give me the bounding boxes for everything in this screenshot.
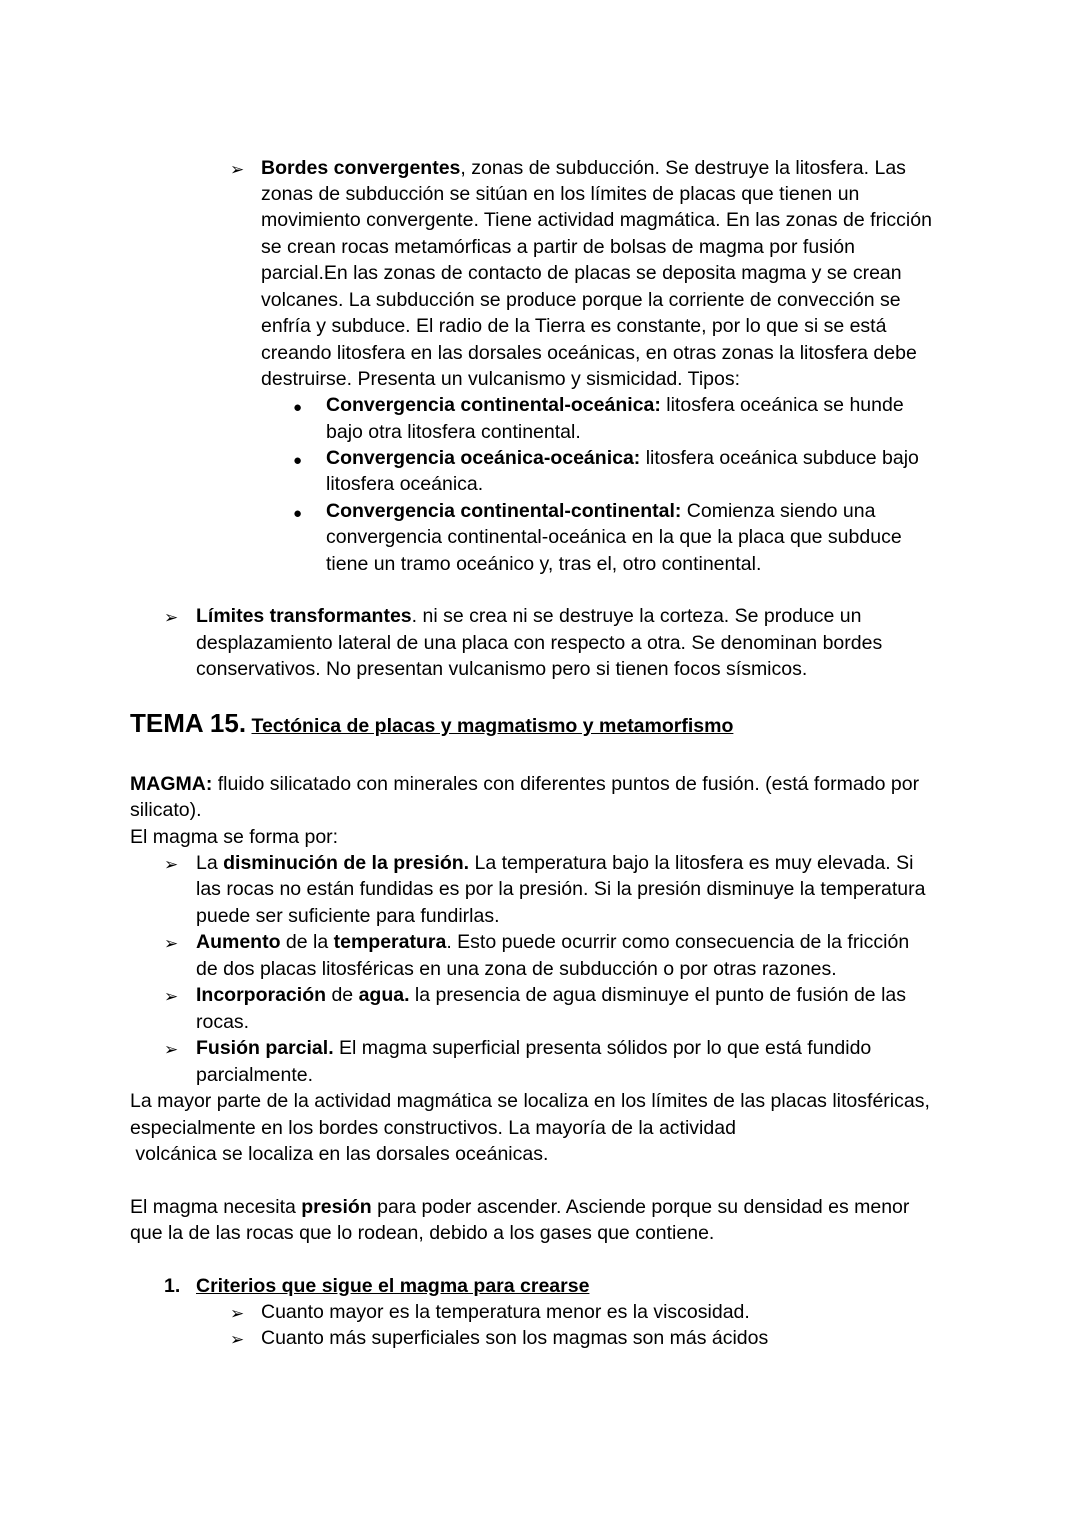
tipo-item: Convergencia oceánica-oceánica: litosfera oceánica subduce bajo — [326, 447, 919, 469]
arrow-bullet-icon: ➢ — [230, 1304, 245, 1323]
formation-item: Fusión parcial. El magma superficial presenta sólidos por lo que está fundido — [196, 1037, 872, 1059]
term-bordes-convergentes: Bordes convergentes — [261, 157, 461, 179]
tipo-item: Convergencia continental-continental: Comienza siendo una — [326, 500, 876, 522]
arrow-bullet-icon: ➢ — [230, 160, 245, 179]
section-heading — [130, 710, 733, 739]
activity-paragraph: La mayor parte de la actividad magmática se localiza en los límites de las placas litosféricas, — [130, 1090, 930, 1112]
criterios-title: Criterios que sigue el magma para crearse — [196, 1275, 590, 1297]
text-line: creando litosfera en las dorsales oceánicas, en otras zonas la litosfera debe — [261, 342, 917, 364]
text-line: destruirse. Presenta un vulcanismo y sismicidad. Tipos: — [261, 368, 741, 390]
criterio-item: Cuanto mayor es la temperatura menor es la viscosidad. — [261, 1301, 750, 1323]
arrow-bullet-icon: ➢ — [164, 1040, 179, 1059]
magma-intro: El magma se forma por: — [130, 826, 339, 848]
text-line: parcial.En las zonas de contacto de placas se deposita magma y se crean — [261, 262, 902, 284]
magma-definition: MAGMA: fluido silicatado con minerales con diferentes puntos de fusión. (está formado por — [130, 773, 920, 795]
formation-item: La disminución de la presión. La temperatura bajo la litosfera es muy elevada. Si — [196, 852, 914, 874]
text-line: volcanes. La subducción se produce porque la corriente de convección se — [261, 289, 901, 311]
arrow-bullet-icon: ➢ — [164, 608, 179, 627]
text-line: movimiento convergente. Tiene actividad magmática. En las zonas de fricción — [261, 209, 932, 231]
bullet-icon: ● — [293, 399, 303, 416]
list-number: 1. — [164, 1275, 181, 1297]
formation-item: Incorporación de agua. la presencia de agua disminuye el punto de fusión de las — [196, 984, 906, 1006]
arrow-bullet-icon: ➢ — [164, 855, 179, 874]
formation-item: Aumento de la temperatura. Esto puede ocurrir como consecuencia de la fricción — [196, 931, 910, 953]
arrow-bullet-icon: ➢ — [164, 934, 179, 953]
tema-title: Tectónica de placas y magmatismo y metamorfismo — [251, 715, 734, 737]
tema-number: TEMA 15. — [130, 708, 247, 738]
bullet-icon: ● — [293, 505, 303, 522]
text-line: zonas de subducción se sitúan en los límites de placas que tienen un — [261, 183, 860, 205]
term-limites-transformantes: Límites transformantes — [196, 605, 412, 627]
pressure-paragraph: El magma necesita presión para poder ascender. Asciende porque su densidad es menor — [130, 1196, 910, 1218]
text-line: se crean rocas metamórficas a partir de bolsas de magma por fusión — [261, 236, 855, 258]
arrow-bullet-icon: ➢ — [230, 1330, 245, 1349]
tipo-item: Convergencia continental-oceánica: litosfera oceánica se hunde — [326, 394, 904, 416]
bullet-icon: ● — [293, 452, 303, 469]
criterio-item: Cuanto más superficiales son los magmas son más ácidos — [261, 1327, 769, 1349]
arrow-bullet-icon: ➢ — [164, 987, 179, 1006]
text-line: enfría y subduce. El radio de la Tierra es constante, por lo que si se está — [261, 315, 887, 337]
